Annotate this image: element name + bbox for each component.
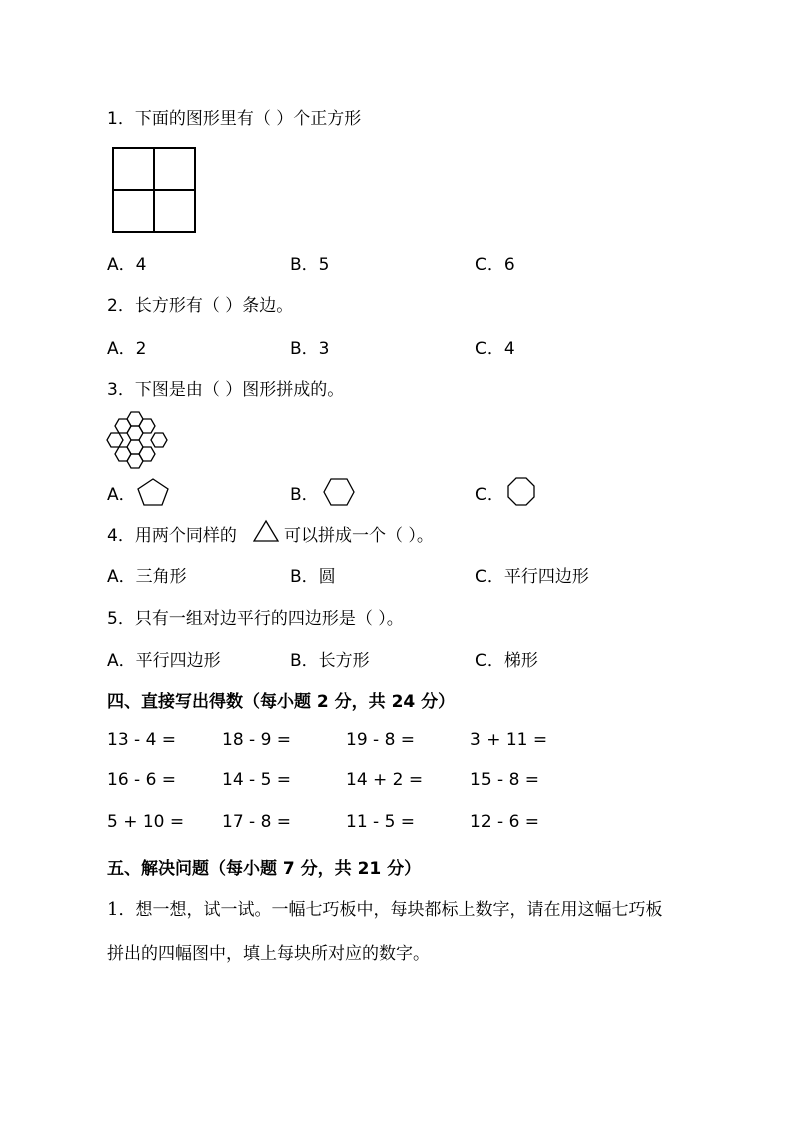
q3-option-b: B． [290,485,319,505]
arith-1-4: 3 + 11 = [470,730,548,750]
section-4-heading: 四、直接写出得数（每小题 2 分，共 24 分） [107,692,456,712]
section-5-q1-number: 1 [107,899,119,920]
question-2-stem: 2．长方形有（ ）条边。 [107,296,294,316]
q5-option-a: A．平行四边形 [107,651,221,671]
section-5-q1-line2: 拼出的四幅图中，填上每块所对应的数字。 [107,944,430,964]
q2-option-a: A．2 [107,339,147,359]
q4-option-b: B．圆 [290,567,336,587]
section-5-q1-text: ．想一想，试一试。一幅七巧板中，每块都标上数字，请在用这幅七巧板 [118,900,663,920]
arith-2-3: 14 + 2 = [346,770,424,790]
arith-3-2: 17 - 8 = [222,812,292,832]
q1-option-a: A．4 [107,255,147,275]
question-5-stem: 5．只有一组对边平行的四边形是（ ）。 [107,609,404,629]
q3-option-a: A． [107,485,136,505]
q2-option-b: B．3 [290,339,330,359]
four-squares-figure [111,146,197,234]
arith-1-1: 13 - 4 = [107,730,177,750]
section-5-q1-line1 [107,895,662,920]
q1-option-c: C．6 [475,255,515,275]
q1-option-b: B．5 [290,255,330,275]
arith-3-3: 11 - 5 = [346,812,416,832]
q5-option-c: C．梯形 [475,651,538,671]
arith-1-3: 19 - 8 = [346,730,416,750]
hexagon-cluster-figure [104,409,170,469]
q2-option-c: C．4 [475,339,515,359]
arith-3-4: 12 - 6 = [470,812,540,832]
question-3-stem: 3．下图是由（ ）图形拼成的。 [107,380,345,400]
octagon-icon [505,476,537,508]
q5-option-b: B．长方形 [290,651,370,671]
hexagon-icon [322,477,356,507]
section-5-heading: 五、解决问题（每小题 7 分，共 21 分） [107,859,422,879]
question-1-stem: 1．下面的图形里有（ ）个正方形 [107,109,362,129]
arith-2-4: 15 - 8 = [470,770,540,790]
q3-option-c: C． [475,485,504,505]
triangle-icon [252,519,280,543]
pentagon-icon [136,477,170,507]
q4-option-a: A．三角形 [107,567,187,587]
arith-1-2: 18 - 9 = [222,730,292,750]
question-4-stem-end: 可以拼成一个（ ）。 [284,526,434,546]
q4-option-c: C．平行四边形 [475,567,589,587]
arith-2-1: 16 - 6 = [107,770,177,790]
question-4-stem-start: 4．用两个同样的 [107,526,237,546]
arith-3-1: 5 + 10 = [107,812,185,832]
arith-2-2: 14 - 5 = [222,770,292,790]
